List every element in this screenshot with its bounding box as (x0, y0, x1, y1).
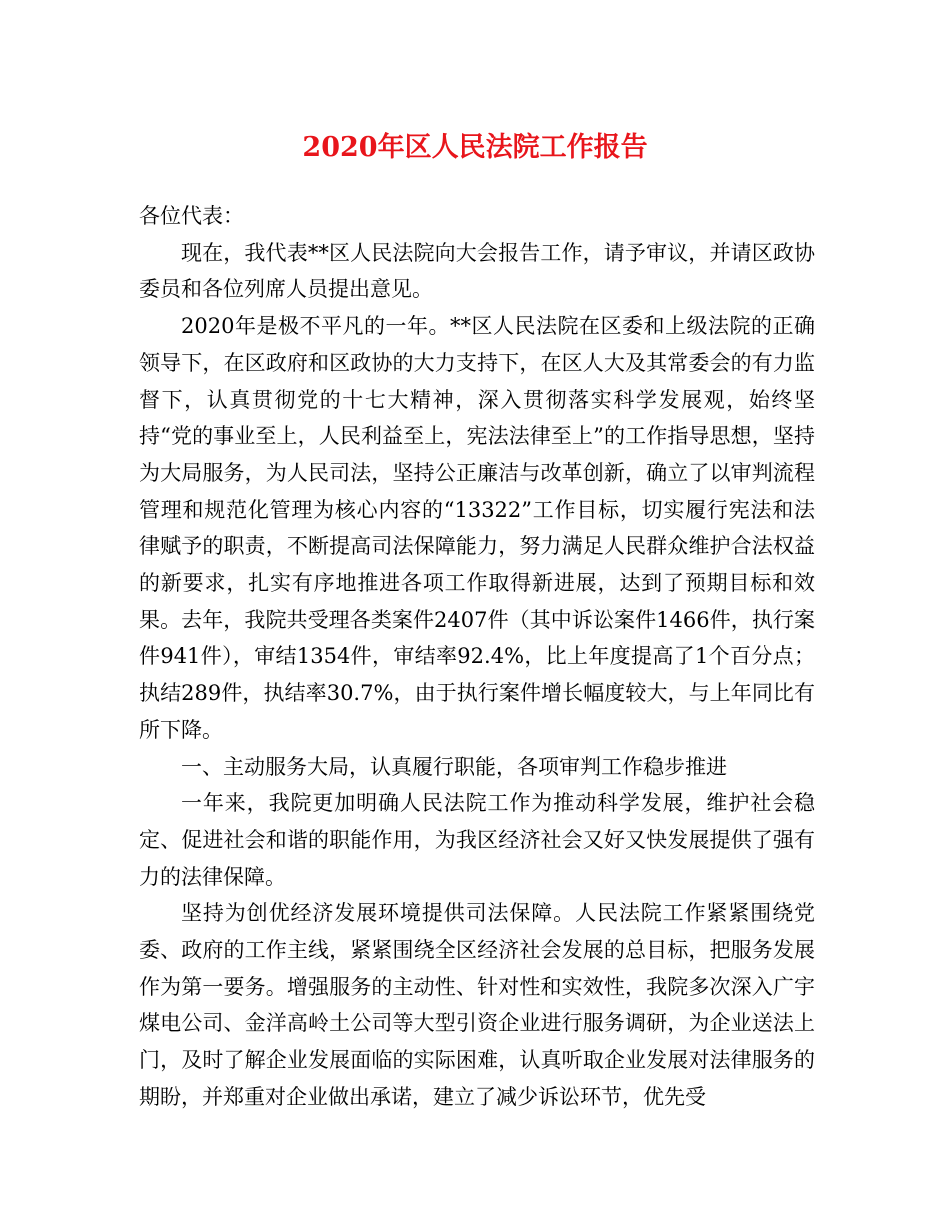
document-title: 2020年区人民法院工作报告 (302, 132, 648, 163)
paragraph-judicial-guarantee: 坚持为创优经济发展环境提供司法保障。人民法院工作紧紧围绕党委、政府的工作主线，紧紧围绕全区经济社会发展的总目标，把服务发展作为第一要务。增强服务的主动性、针对性和实效性，我院多次深入广宇煤电公司、金洋高岭土公司等大型引资企业进行服务调研，为企业送法上门，及时了解企业发展面临的实际困难，认真听取企业发展对法律服务的期盼，并郑重对企业做出承诺，建立了减少诉讼环节，优先受 (139, 901, 815, 1109)
salutation: 各位代表： (139, 204, 244, 228)
paragraph-section-1-intro: 一年来，我院更加明确人民法院工作为推动科学发展，维护社会稳定、促进社会和谐的职能作用，为我区经济社会又好又快发展提供了强有力的法律保障。 (139, 791, 815, 889)
document-body (139, 198, 815, 1116)
paragraph-overview: 2020年是极不平凡的一年。**区人民法院在区委和上级法院的正确领导下，在区政府和区政协的大力支持下，在区人大及其常委会的有力监督下，认真贯彻党的十七大精神，深入贯彻落实科学发展观，始终坚持“党的事业至上，人民利益至上，宪法法律至上”的工作指导思想，坚持为大局服务，为人民司法，坚持公正廉洁与改革创新，确立了以审判流程管理和规范化管理为核心内容的“13322”工作目标，切实履行宪法和法律赋予的职责，不断提高司法保障能力，努力满足人民群众维护合法权益的新要求，扎实有序地推进各项工作取得新进展，达到了预期目标和效果。去年，我院共受理各类案件2407件（其中诉讼案件1466件，执行案件941件），审结1354件，审结率92.4%，比上年度提高了1个百分点；执结289件，执结率30.7%，由于执行案件增长幅度较大，与上年同比有所下降。 (139, 314, 815, 742)
paragraph-intro: 现在，我代表**区人民法院向大会报告工作，请予审议，并请区政协委员和各位列席人员提出意见。 (139, 240, 815, 302)
section-heading-1: 一、主动服务大局，认真履行职能，各项审判工作稳步推进 (181, 754, 727, 779)
